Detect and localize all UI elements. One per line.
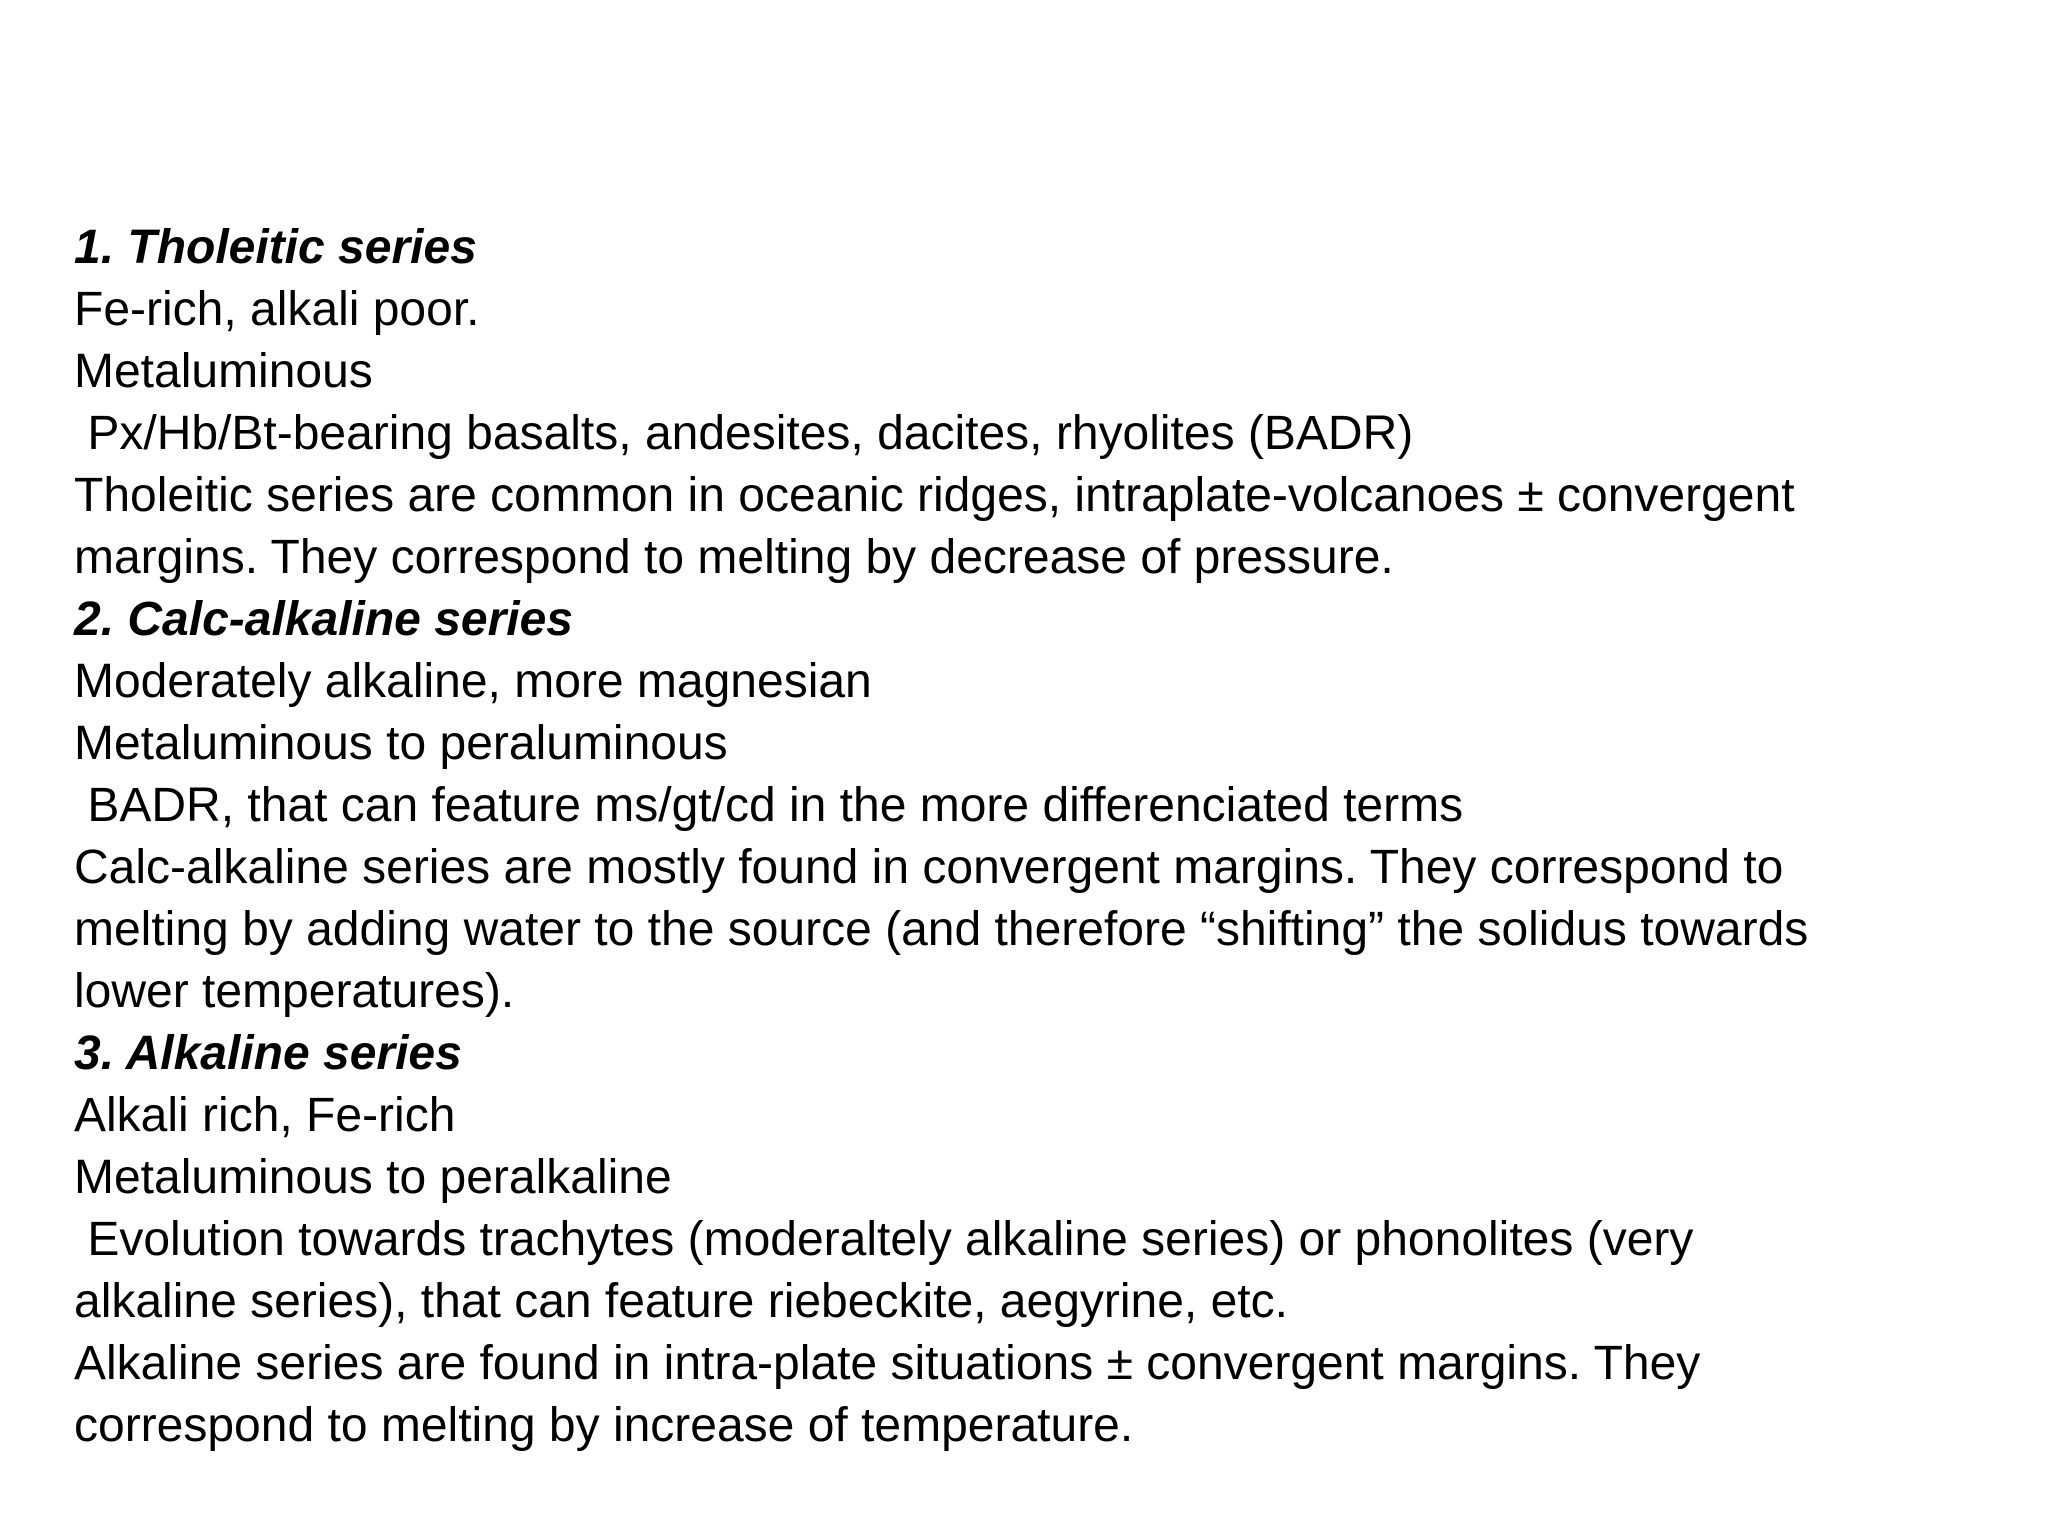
body-line: lower temperatures). <box>74 965 515 1018</box>
body-line: correspond to melting by increase of temperature. <box>74 1399 1134 1452</box>
body-line: Fe-rich, alkali poor. <box>74 283 480 336</box>
body-line: alkaline series), that can feature riebeckite, aegyrine, etc. <box>74 1275 1288 1328</box>
body-line: Calc-alkaline series are mostly found in convergent margins. They correspond to <box>74 841 1784 894</box>
section-heading: 2. Calc-alkaline series <box>74 593 573 646</box>
body-line: Alkali rich, Fe-rich <box>74 1089 456 1142</box>
body-line: Evolution towards trachytes (moderaltely alkaline series) or phonolites (very <box>74 1213 1694 1266</box>
slide-body <box>74 217 1974 1457</box>
body-line: margins. They correspond to melting by decrease of pressure. <box>74 531 1394 584</box>
body-line: Px/Hb/Bt-bearing basalts, andesites, dacites, rhyolites (BADR) <box>74 407 1414 460</box>
body-line: Alkaline series are found in intra-plate situations ± convergent margins. They <box>74 1337 1701 1390</box>
body-line: Metaluminous <box>74 345 373 398</box>
section-heading: 1. Tholeitic series <box>74 221 477 274</box>
body-line: Tholeitic series are common in oceanic ridges, intraplate-volcanoes ± convergent <box>74 469 1795 522</box>
section-alkaline <box>74 1023 1974 1457</box>
body-line: melting by adding water to the source (and therefore “shifting” the solidus towards <box>74 903 1809 956</box>
section-tholeitic <box>74 217 1974 589</box>
body-line: Moderately alkaline, more magnesian <box>74 655 872 708</box>
section-calc-alkaline <box>74 589 1974 1023</box>
body-line: Metaluminous to peralkaline <box>74 1151 672 1204</box>
body-line: BADR, that can feature ms/gt/cd in the more differenciated terms <box>74 779 1464 832</box>
section-heading: 3. Alkaline series <box>74 1027 462 1080</box>
body-line: Metaluminous to peraluminous <box>74 717 728 770</box>
